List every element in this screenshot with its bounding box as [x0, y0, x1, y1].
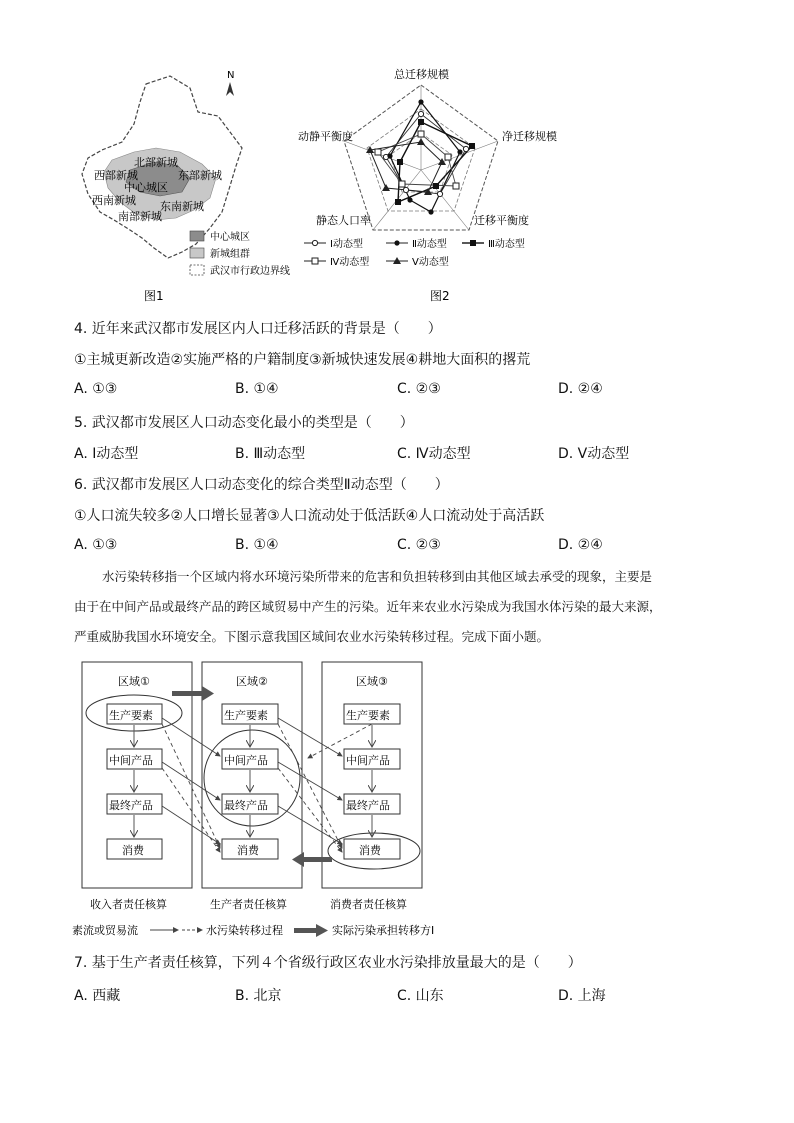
question-5-stem: 5. 武汉都市发展区人口动态变化最小的类型是（ ）: [74, 415, 414, 431]
region-1-label-consumption: 消费: [122, 844, 144, 857]
region-3-label-intermediate: 中间产品: [346, 754, 390, 767]
legend-arrow-burden-transfer: [294, 924, 328, 937]
question-7-option-a[interactable]: A. 西藏: [74, 988, 121, 1004]
question-4-option-c[interactable]: C. ②③: [397, 381, 441, 397]
question-4-items: ①主城更新改造②实施严格的户籍制度③新城快速发展④耕地大面积的撂荒: [74, 352, 531, 368]
region-1-title: 区域①: [118, 675, 150, 688]
region-1-label-final: 最终产品: [109, 799, 153, 812]
accounting-label-consumer: 消费者责任核算: [330, 898, 407, 911]
question-5-option-a[interactable]: A. Ⅰ动态型: [74, 446, 139, 462]
burden-transfer-arrow-right: [172, 686, 214, 701]
region-1-label-intermediate: 中间产品: [109, 754, 153, 767]
legend-label-pollution-transfer: 水污染转移过程: [206, 924, 283, 937]
region-north: 北部新城: [134, 156, 178, 169]
axis-label-net-migration: 净迁移规模: [502, 130, 557, 143]
question-4-stem: 4. 近年来武汉都市发展区内人口迁移活跃的背景是（ ）: [74, 321, 442, 337]
legend-label-newcity: 新城组群: [210, 249, 250, 260]
legend-label-trade-flow: 素流或贸易流: [72, 924, 138, 937]
question-5-option-b[interactable]: B. Ⅲ动态型: [235, 446, 306, 462]
figure-1-map: [70, 62, 290, 307]
legend-marker-IV: [304, 258, 326, 264]
region-south: 南部新城: [118, 210, 162, 223]
question-6-option-b[interactable]: B. ①④: [235, 537, 279, 553]
passage-line-1: 水污染转移指一个区域内将水环境污染所带来的危害和负担转移到由其他区域去承受的现象，主要是: [102, 569, 653, 584]
radar-axes: [344, 85, 498, 230]
figure-3-pollution-transfer-diagram: [72, 658, 472, 948]
figure-2-caption: 图2: [430, 289, 450, 303]
passage-text: [74, 562, 734, 652]
region-2-label-final: 最终产品: [224, 799, 268, 812]
question-7-option-d[interactable]: D. 上海: [558, 988, 606, 1004]
region-3-title: 区域③: [356, 675, 388, 688]
legend-label-V: Ⅴ动态型: [412, 257, 449, 268]
question-6-stem: 6. 武汉都市发展区人口动态变化的综合类型Ⅱ动态型（ ）: [74, 477, 449, 493]
region-3-label-final: 最终产品: [346, 799, 390, 812]
north-arrow-icon: [226, 82, 234, 96]
axis-label-dynamic-static-balance: 动静平衡度: [298, 130, 353, 143]
region-2-label-intermediate: 中间产品: [224, 754, 268, 767]
legend-label-burden-transfer: 实际污染承担转移方Ⅰ: [332, 924, 435, 937]
legend-marker-II: [386, 240, 408, 245]
figure-2-radar: [290, 62, 590, 307]
region-3-label-consumption: 消费: [359, 844, 381, 857]
passage-line-2: 由于在中间产品或最终产品的跨区域贸易中产生的污染。近年来农业水污染成为我国水体污染的最大来源，: [74, 599, 662, 614]
question-7-option-c[interactable]: C. 山东: [397, 988, 444, 1004]
passage-line-3: 严重威胁我国水环境安全。下图示意我国区域间农业水污染转移过程。完成下面小题。: [74, 629, 550, 644]
region-2-label-factors: 生产要素: [224, 709, 268, 722]
question-4-option-a[interactable]: A. ①③: [74, 381, 118, 397]
question-7-stem: 7. 基于生产者责任核算，下列４个省级行政区农业水污染排放量最大的是（ ）: [74, 955, 582, 971]
question-6-option-c[interactable]: C. ②③: [397, 537, 441, 553]
burden-transfer-arrow-left: [292, 852, 332, 867]
legend-label-III: Ⅲ动态型: [488, 239, 525, 250]
region-southwest: 西南新城: [92, 194, 136, 207]
question-4-option-b[interactable]: B. ①④: [235, 381, 279, 397]
region-2-title: 区域②: [236, 675, 268, 688]
axis-label-total-migration: 总迁移规模: [394, 68, 449, 81]
question-7-option-b[interactable]: B. 北京: [235, 988, 282, 1004]
pollution-transfer-lines: [162, 724, 372, 852]
region-center: 中心城区: [124, 181, 168, 194]
accounting-label-income: 收入者责任核算: [90, 898, 167, 911]
legend-label-IV: Ⅳ动态型: [330, 257, 370, 268]
question-6-option-d[interactable]: D. ②④: [558, 537, 603, 553]
legend-label-center: 中心城区: [210, 232, 250, 243]
legend-label-II: Ⅱ动态型: [412, 239, 447, 250]
region-3-label-factors: 生产要素: [346, 709, 390, 722]
north-label: N: [227, 70, 235, 81]
axis-label-migration-balance: 迁移平衡度: [474, 214, 529, 227]
vertical-flow-arrows: [134, 725, 372, 836]
legend-marker-V: [386, 257, 408, 264]
region-west: 西部新城: [94, 169, 138, 182]
question-5-option-d[interactable]: D. Ⅴ动态型: [558, 446, 630, 462]
region-southeast: 东南新城: [160, 200, 204, 213]
legend-label-I: Ⅰ动态型: [330, 239, 363, 250]
legend-label-boundary: 武汉市行政边界线: [210, 266, 290, 277]
series-markers: [366, 99, 475, 214]
legend-swatch-newcity: [190, 248, 204, 258]
region-2-label-consumption: 消费: [237, 844, 259, 857]
legend-marker-I: [304, 240, 326, 245]
question-4-option-d[interactable]: D. ②④: [558, 381, 603, 397]
accounting-label-producer: 生产者责任核算: [210, 898, 287, 911]
question-6-items: ①人口流失较多②人口增长显著③人口流动处于低活跃④人口流动处于高活跃: [74, 508, 545, 524]
legend-marker-III: [462, 240, 484, 246]
legend-swatch-boundary: [190, 265, 204, 275]
region-1-label-factors: 生产要素: [109, 709, 153, 722]
question-5-option-c[interactable]: C. Ⅳ动态型: [397, 446, 471, 462]
figure-1-caption: 图1: [144, 289, 164, 303]
legend-swatch-center: [190, 231, 204, 241]
axis-label-static-population: 静态人口率: [316, 214, 371, 227]
question-6-option-a[interactable]: A. ①③: [74, 537, 118, 553]
region-east: 东部新城: [178, 169, 222, 182]
